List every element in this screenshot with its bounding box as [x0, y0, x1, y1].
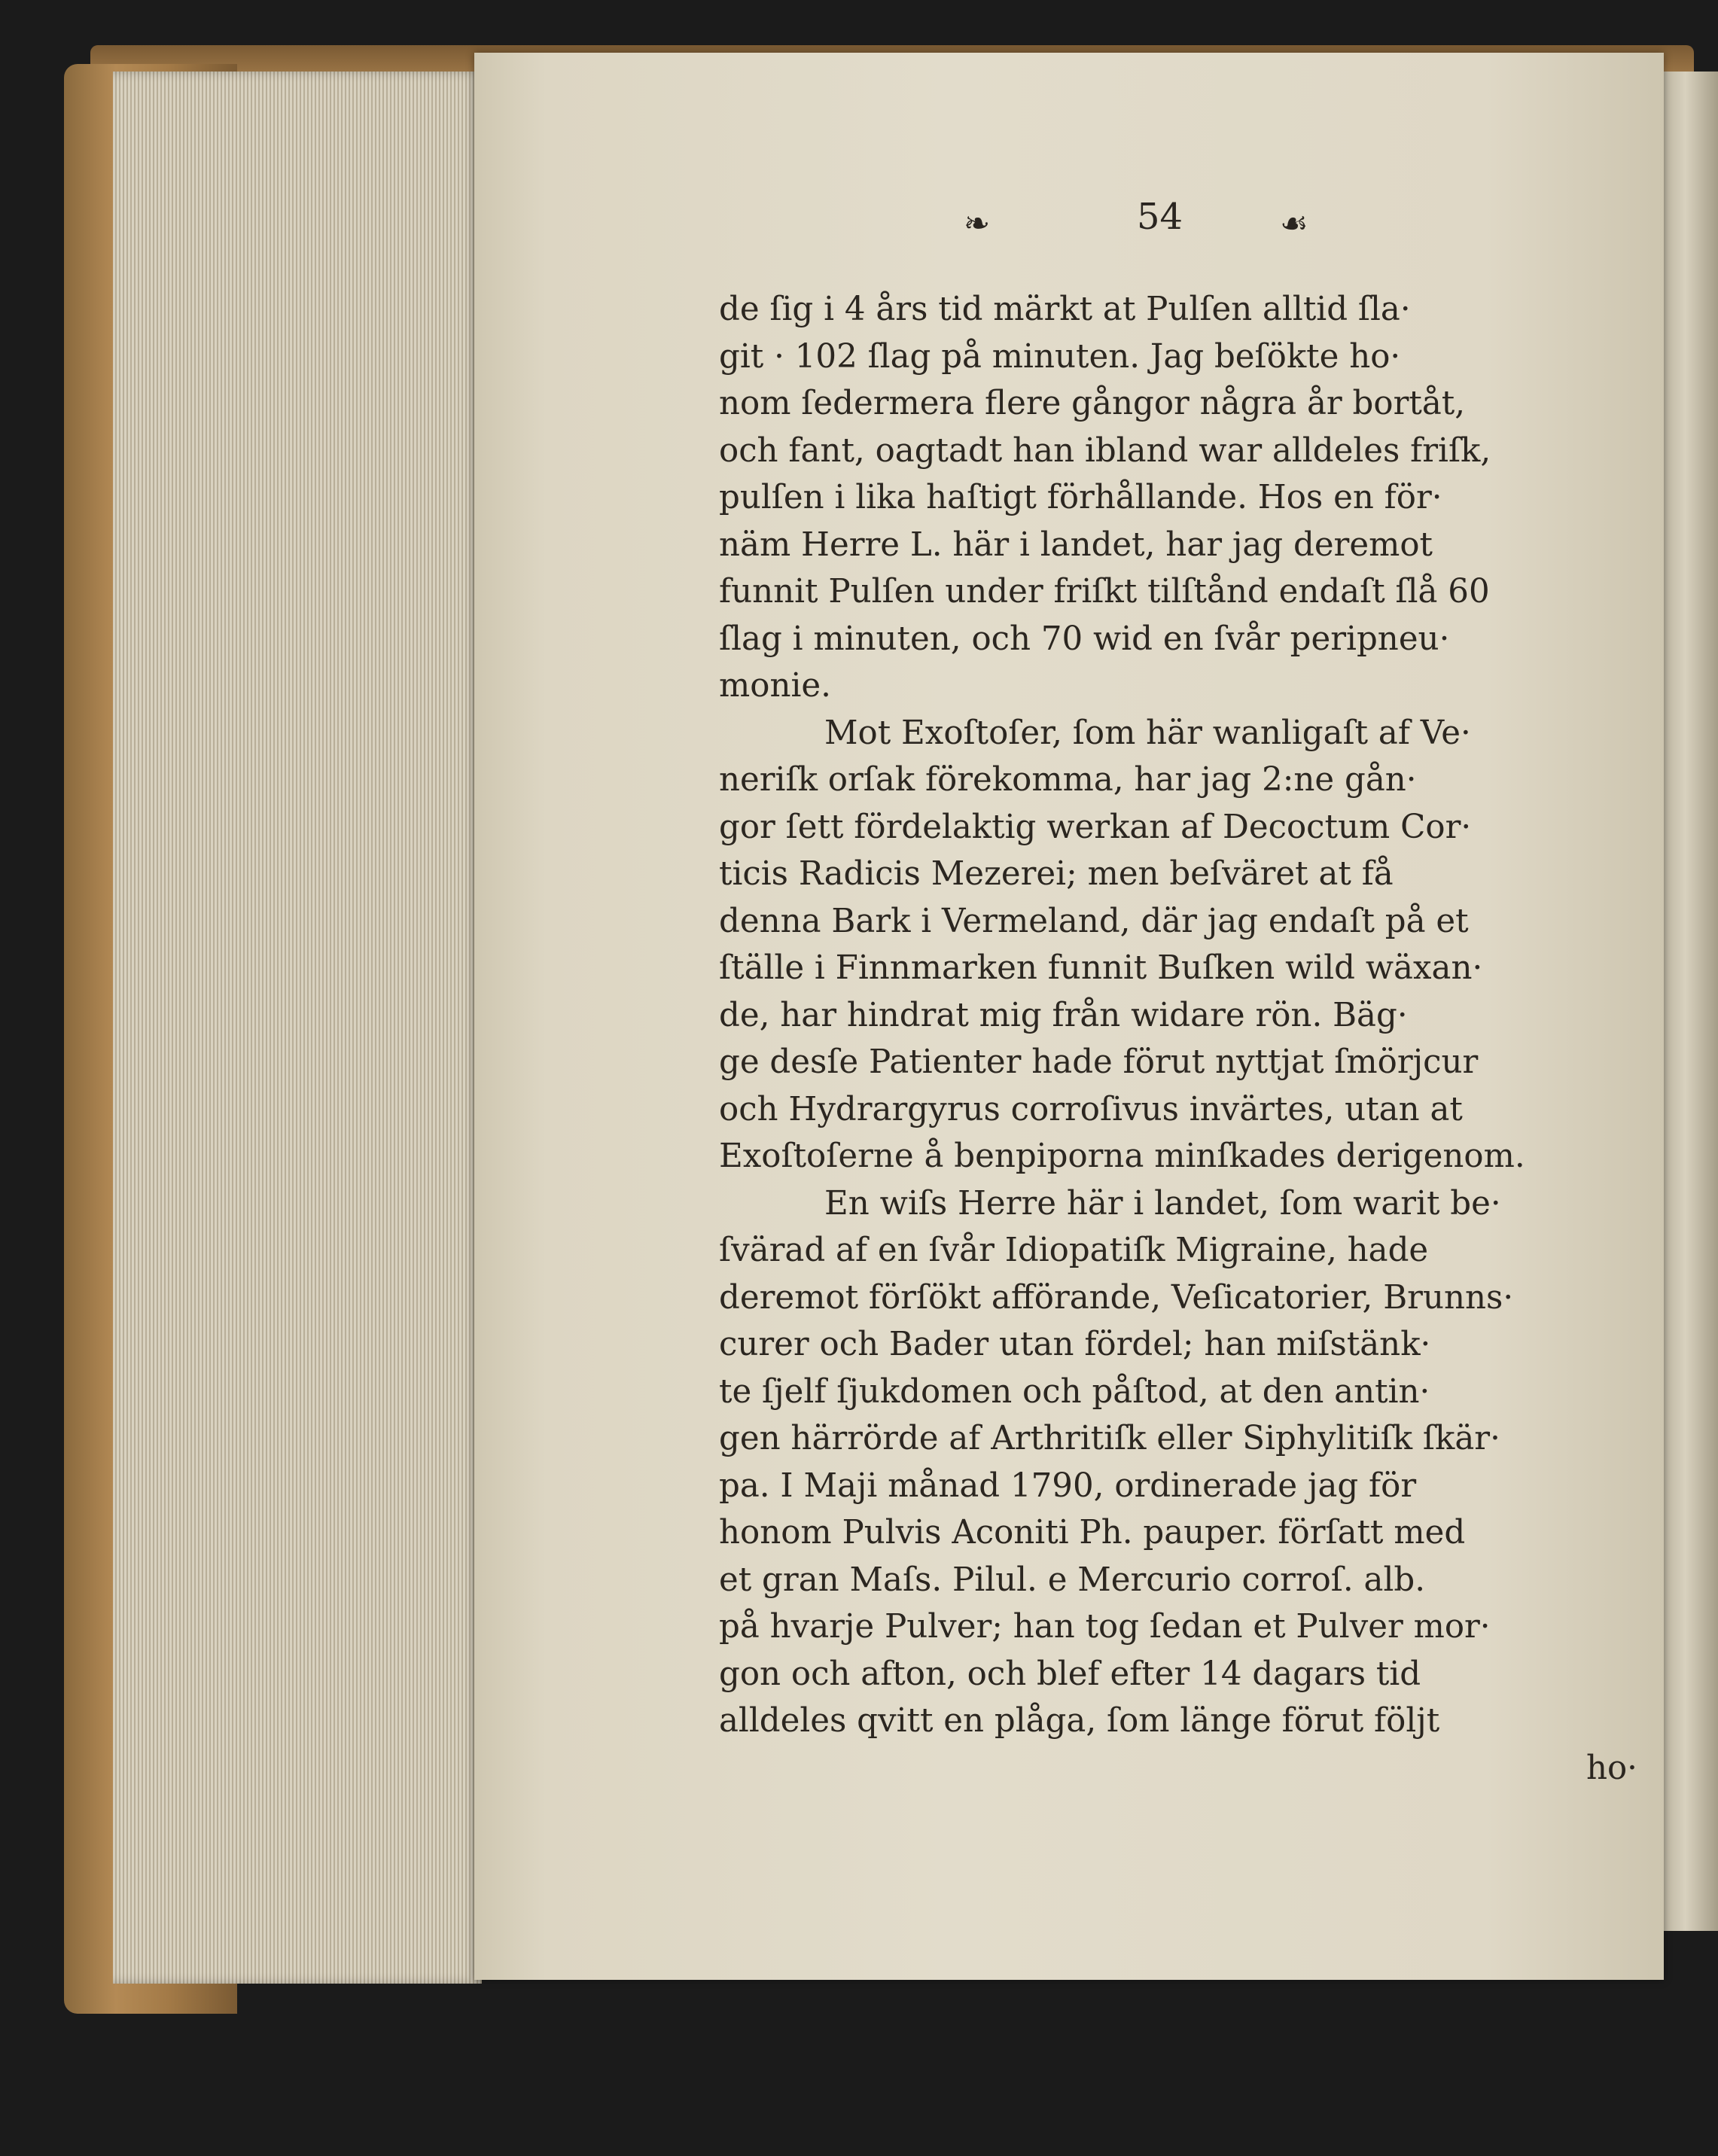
text-line: ſtälle i Finnmarken funnit Buſken wild wäxan· [719, 949, 1483, 987]
text-line: ſlag i minuten, och 70 wid en ſvår peripneu· [719, 620, 1450, 658]
text-line: de, har hindrat mig från widare rön. Bäg· [719, 996, 1408, 1034]
text-line: ge desſe Patienter hade förut nyttjat ſmörjcur [719, 1043, 1479, 1081]
text-line: En wiſs Herre här i landet, ſom warit be· [824, 1184, 1501, 1223]
text-line: alldeles qvitt en plåga, ſom länge förut följt [719, 1702, 1440, 1740]
text-line: Exoſtoſerne å benpiporna minſkades derigenom. [719, 1137, 1525, 1175]
catchword: ho· [1585, 1749, 1637, 1787]
text-line: gon och afton, och blef efter 14 dagars tid [719, 1655, 1421, 1693]
body-text [719, 286, 1653, 1792]
ornament-left-icon: ❧ [964, 205, 991, 242]
text-line: curer och Bader utan fördel; han miſstänk· [719, 1326, 1431, 1363]
page-edges [113, 72, 482, 1984]
facing-page-edge [1664, 72, 1718, 1931]
text-line: pulſen i lika haſtigt förhållande. Hos en för· [719, 479, 1442, 516]
text-line: denna Bark i Vermeland, där jag endaſt på et [719, 902, 1469, 940]
text-line: monie. [719, 667, 831, 705]
text-line: på hvarje Pulver; han tog ſedan et Pulver mor· [719, 1608, 1491, 1646]
text-line: neriſk orſak förekomma, har jag 2:ne gån· [719, 761, 1417, 799]
text-line: pa. I Maji månad 1790, ordinerade jag för [719, 1466, 1417, 1505]
ornament-right-icon: ☙ [1280, 205, 1308, 242]
text-line: gen härrörde af Arthritiſk eller Siphylitiſk ſkär· [719, 1420, 1500, 1457]
text-line: deremot förſökt afförande, Veſicatorier, Brunns· [719, 1278, 1514, 1317]
text-line: gor ſett fördelaktig werkan af Decoctum Cor· [719, 808, 1472, 846]
text-line: git · 102 ſlag på minuten. Jag beſökte ho· [719, 337, 1401, 376]
text-line: ſvärad af en ſvår Idiopatiſk Migraine, hade [719, 1232, 1429, 1269]
text-line: te ſjelf ſjukdomen och påſtod, at den antin· [719, 1372, 1430, 1411]
text-line: Mot Exoſtoſer, ſom här wanligaſt af Ve· [824, 714, 1471, 752]
text-line: et gran Maſs. Pilul. e Mercurio corroſ. alb. [719, 1561, 1426, 1599]
text-line: funnit Pulſen under friſkt tilſtånd endaſt ſlå 60 [719, 573, 1490, 611]
text-line: nom ſedermera flere gångor några år bortåt, [719, 385, 1466, 422]
text-line: ticis Radicis Mezerei; men beſväret at få [719, 855, 1394, 893]
text-line: de ſig i 4 års tid märkt at Pulſen alltid ſla· [719, 291, 1411, 328]
text-line: och fant, oagtadt han ibland war alldeles friſk, [719, 431, 1491, 470]
text-line: och Hydrargyrus corroſivus invärtes, utan at [719, 1090, 1463, 1128]
page-number: 54 [1137, 196, 1183, 238]
text-line: honom Pulvis Aconiti Ph. pauper. förſatt med [719, 1514, 1466, 1552]
text-line: näm Herre L. här i landet, har jag deremot [719, 525, 1433, 564]
page-header [964, 196, 1385, 248]
